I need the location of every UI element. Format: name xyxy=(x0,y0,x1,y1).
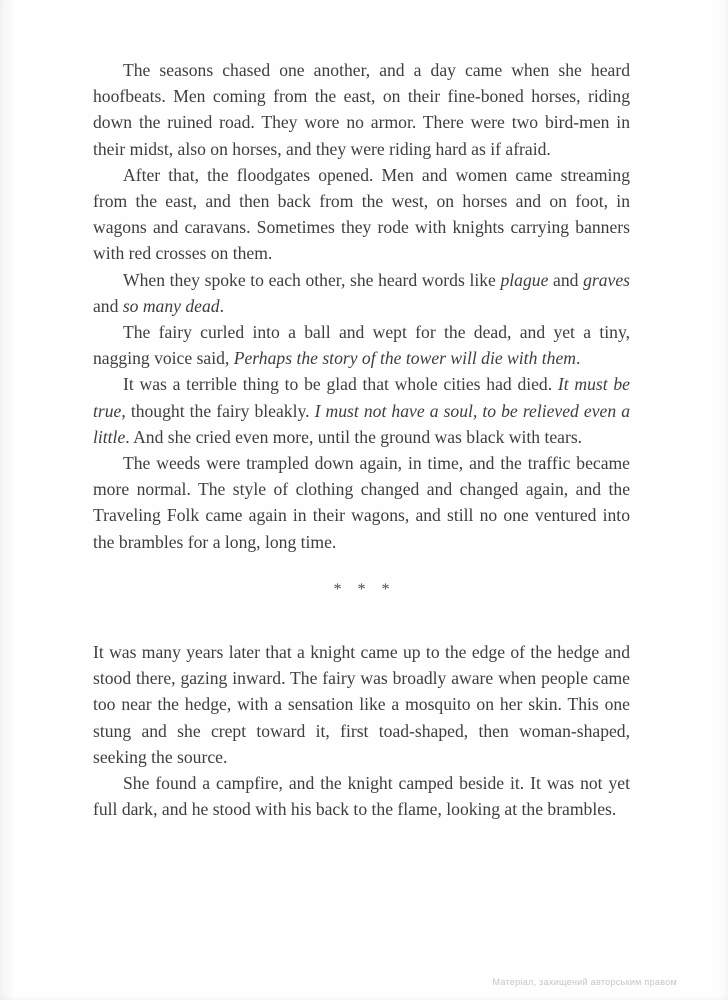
paragraph xyxy=(93,319,630,371)
italic-text-run: I must not have a soul, to be relieved even a little xyxy=(93,400,630,447)
italic-text-run: It must be true xyxy=(93,374,630,421)
italic-text-run: so many dead xyxy=(122,295,220,316)
text-run: The fairy curled into a ball and wept for the dead, and yet a tiny, nagging voice said, xyxy=(93,322,630,369)
text-run: The weeds were trampled down again, in time, and the traffic became more normal. The style of clothing changed and changed again, and the Traveling Folk came again in their wagons, and still no one ventured into the brambles for a long, long time. xyxy=(93,453,630,552)
page-text xyxy=(93,57,630,822)
italic-text-run: plague xyxy=(500,269,549,290)
paragraph xyxy=(93,162,630,267)
paragraph xyxy=(93,450,630,555)
text-run: . xyxy=(219,295,224,316)
text-run: When they spoke to each other, she heard words like xyxy=(123,269,501,290)
text-run: . xyxy=(575,348,581,369)
paragraph xyxy=(93,267,630,319)
copyright-watermark: Матеріал, захищений авторським правом xyxy=(492,977,677,987)
paragraph xyxy=(93,770,630,822)
italic-text-run: graves xyxy=(583,269,630,290)
text-run: and xyxy=(548,269,584,290)
section-break: * * * xyxy=(333,580,396,598)
text-run: , thought the fairy bleakly. xyxy=(121,400,315,421)
paragraph xyxy=(93,639,630,770)
text-run: She found a campfire, and the knight camped beside it. It was not yet full dark, and he stood with his back to the flame, looking at the brambles. xyxy=(93,773,630,820)
text-run: . And she cried even more, until the ground was black with tears. xyxy=(125,426,583,447)
text-run: It was many years later that a knight came up to the edge of the hedge and stood there, gazing inward. The fairy was broadly aware when people came too near the hedge, with a sensation like a mosquito on her skin. This one stung and she crept toward it, first toad-shaped, then woman-shaped, seeking the source. xyxy=(93,642,630,767)
text-run: and xyxy=(93,295,123,316)
text-run: The seasons chased one another, and a day came when she heard hoofbeats. Men coming from the east, on their fine-boned horses, riding down the ruined road. They wore no armor. There were two bird-men in their midst, also on horses, and they were riding hard as if afraid. xyxy=(93,60,630,159)
paragraph xyxy=(93,57,630,162)
text-run: After that, the floodgates opened. Men and women came streaming from the east, and then back from the west, on horses and on foot, in wagons and caravans. Sometimes they rode with knights carrying banners with red crosses on them. xyxy=(93,164,630,264)
italic-text-run: Perhaps the story of the tower will die with them xyxy=(233,348,576,369)
paragraph xyxy=(93,371,630,450)
text-run: It was a terrible thing to be glad that whole cities had died. xyxy=(123,374,558,395)
